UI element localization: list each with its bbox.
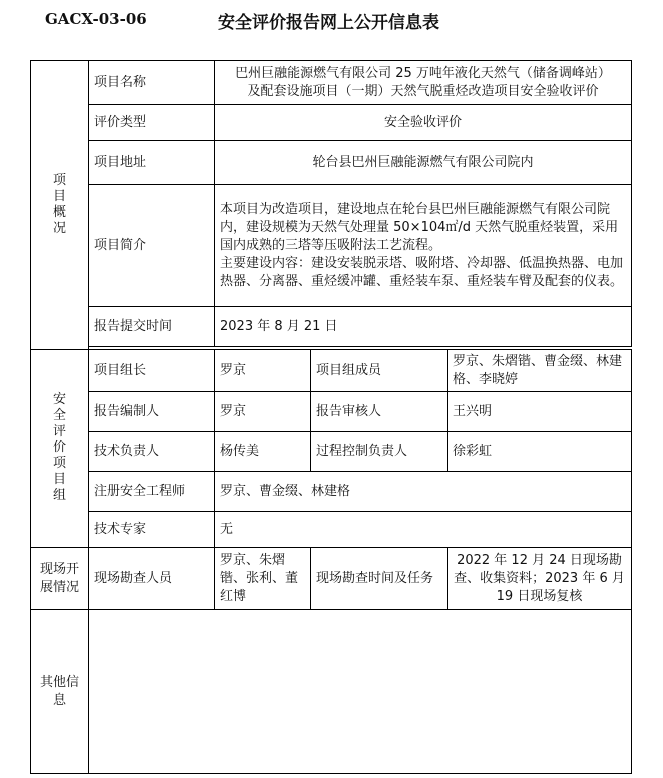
leader-value: 罗京 [215,350,311,392]
row-project-name [31,61,632,105]
reviewer-value: 王兴明 [448,392,632,432]
project-name-value: 巴州巨融能源燃气有限公司 25 万吨年液化天然气（储备调峰站） 及配套设施项目（一期）天然气脱重烃改造项目安全验收评价 [215,61,632,105]
author-label: 报告编制人 [89,392,215,432]
row-intro [31,185,632,307]
tech-lead-value: 杨传美 [215,432,311,472]
section-team: 安全评价项目组 [31,350,89,548]
address-value: 轮台县巴州巨融能源燃气有限公司院内 [215,141,632,185]
time-task-label: 现场勘查时间及任务 [311,548,448,610]
reviewer-label: 报告审核人 [311,392,448,432]
document-code: GACX-03-06 [45,10,147,28]
inspectors-value: 罗京、朱熠锴、张利、董红博 [215,548,311,610]
section-site: 现场开展情况 [31,548,89,610]
address-label: 项目地址 [89,141,215,185]
inspectors-label: 现场勘查人员 [89,548,215,610]
process-lead-label: 过程控制负责人 [311,432,448,472]
row-submit-date [31,307,632,347]
expert-value: 无 [215,512,632,548]
row-other [31,610,632,774]
info-table [30,60,632,774]
leader-label: 项目组长 [89,350,215,392]
other-value [89,610,632,774]
intro-label: 项目简介 [89,185,215,307]
author-value: 罗京 [215,392,311,432]
row-engineer [31,472,632,512]
engineer-label: 注册安全工程师 [89,472,215,512]
time-task-value: 2022 年 12 月 24 日现场勘查、收集资料；2023 年 6 月 19 日现场复核 [448,548,632,610]
row-leader [31,350,632,392]
eval-type-value: 安全验收评价 [215,105,632,141]
row-address [31,141,632,185]
document-header [0,8,663,38]
row-site [31,548,632,610]
submit-value: 2023 年 8 月 21 日 [215,307,632,347]
row-eval-type [31,105,632,141]
engineer-value: 罗京、曹金缀、林建格 [215,472,632,512]
members-label: 项目组成员 [311,350,448,392]
document-title: 安全评价报告网上公开信息表 [218,13,439,33]
expert-label: 技术专家 [89,512,215,548]
row-tech-lead [31,432,632,472]
section-other: 其他信息 [31,610,89,774]
section-overview: 项目概况 [31,61,89,350]
members-value: 罗京、朱熠锴、曹金缀、林建格、李晓婷 [448,350,632,392]
eval-type-label: 评价类型 [89,105,215,141]
intro-value: 本项目为改造项目，建设地点在轮台县巴州巨融能源燃气有限公司院内，建设规模为天然气处理量 50×104㎡/d 天然气脱重烃装置，采用国内成熟的三塔等压吸附法工艺流程。 主要建设内容：建设安装脱汞塔、吸附塔、冷却器、低温换热器、电加热器、分离器、重烃缓冲罐、重烃装车泵、重烃装车臂及配套的仪表。 [215,185,632,307]
project-name-label: 项目名称 [89,61,215,105]
row-expert [31,512,632,548]
submit-label: 报告提交时间 [89,307,215,347]
process-lead-value: 徐彩虹 [448,432,632,472]
row-author [31,392,632,432]
tech-lead-label: 技术负责人 [89,432,215,472]
